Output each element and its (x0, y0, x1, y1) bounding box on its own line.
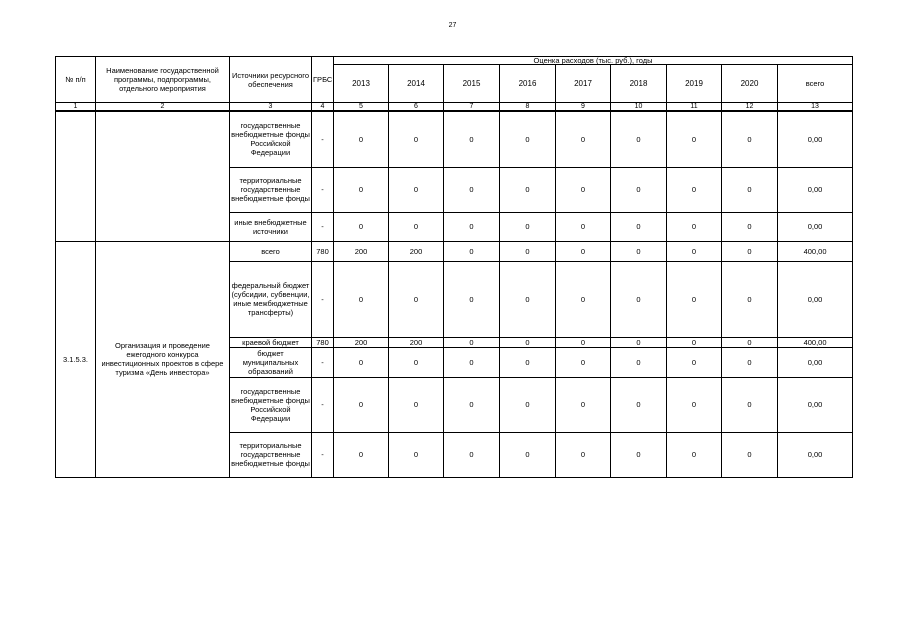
name-cell-empty (96, 111, 230, 241)
total-cell: 0,00 (778, 347, 853, 377)
source-cell: бюджет муниципальных образований (230, 347, 312, 377)
total-cell: 0,00 (778, 212, 853, 241)
header-num: № п/п (56, 57, 96, 103)
value-cell: 0 (556, 432, 611, 477)
grbs-cell: 780 (312, 337, 334, 347)
value-cell: 0 (556, 111, 611, 167)
value-cell: 0 (389, 212, 444, 241)
value-cell: 0 (444, 212, 500, 241)
value-cell: 0 (667, 377, 722, 432)
total-cell: 0,00 (778, 432, 853, 477)
value-cell: 0 (556, 241, 611, 261)
value-cell: 0 (667, 337, 722, 347)
source-cell: всего (230, 241, 312, 261)
value-cell: 0 (611, 432, 667, 477)
value-cell: 0 (500, 212, 556, 241)
value-cell: 0 (611, 167, 667, 212)
value-cell: 0 (444, 241, 500, 261)
value-cell: 0 (667, 111, 722, 167)
source-cell: иные внебюджетные источники (230, 212, 312, 241)
value-cell: 0 (389, 347, 444, 377)
column-number: 5 (334, 103, 389, 112)
value-cell: 0 (389, 261, 444, 337)
value-cell: 0 (722, 347, 778, 377)
value-cell: 0 (444, 111, 500, 167)
column-number: 10 (611, 103, 667, 112)
value-cell: 200 (389, 337, 444, 347)
value-cell: 0 (389, 111, 444, 167)
value-cell: 0 (334, 377, 389, 432)
value-cell: 0 (334, 167, 389, 212)
grbs-cell: - (312, 111, 334, 167)
grbs-cell: - (312, 377, 334, 432)
value-cell: 0 (667, 347, 722, 377)
column-number: 13 (778, 103, 853, 112)
value-cell: 0 (611, 261, 667, 337)
value-cell: 0 (444, 167, 500, 212)
expenses-table (55, 56, 853, 478)
value-cell: 0 (722, 167, 778, 212)
grbs-cell: - (312, 261, 334, 337)
header-grbs: ГРБС (312, 57, 334, 103)
value-cell: 0 (556, 212, 611, 241)
total-cell: 0,00 (778, 167, 853, 212)
column-number: 2 (96, 103, 230, 112)
value-cell: 0 (500, 377, 556, 432)
value-cell: 0 (722, 337, 778, 347)
header-source: Источники ресурсного обеспечения (230, 57, 312, 103)
value-cell: 0 (444, 377, 500, 432)
value-cell: 0 (334, 212, 389, 241)
value-cell: 0 (667, 432, 722, 477)
value-cell: 0 (500, 111, 556, 167)
value-cell: 0 (667, 212, 722, 241)
column-number: 4 (312, 103, 334, 112)
value-cell: 0 (611, 377, 667, 432)
value-cell: 0 (611, 212, 667, 241)
value-cell: 0 (556, 337, 611, 347)
value-cell: 0 (556, 261, 611, 337)
header-year: 2015 (444, 65, 500, 103)
value-cell: 0 (667, 241, 722, 261)
value-cell: 0 (500, 261, 556, 337)
value-cell: 0 (500, 241, 556, 261)
value-cell: 0 (334, 432, 389, 477)
value-cell: 0 (444, 261, 500, 337)
value-cell: 0 (722, 241, 778, 261)
header-name: Наименование государственной программы, подпрограммы, отдельного мероприятия (96, 57, 230, 103)
header-expenses-title: Оценка расходов (тыс. руб.), годы (334, 57, 853, 65)
value-cell: 200 (389, 241, 444, 261)
value-cell: 0 (611, 337, 667, 347)
value-cell: 0 (722, 432, 778, 477)
value-cell: 0 (722, 261, 778, 337)
value-cell: 0 (389, 167, 444, 212)
value-cell: 0 (500, 432, 556, 477)
total-cell: 400,00 (778, 337, 853, 347)
num-cell-empty (56, 111, 96, 241)
table-row (56, 241, 853, 261)
value-cell: 0 (334, 261, 389, 337)
value-cell: 0 (444, 337, 500, 347)
source-cell: территориальные государственные внебюджетные фонды (230, 167, 312, 212)
value-cell: 0 (389, 377, 444, 432)
value-cell: 0 (611, 111, 667, 167)
grbs-cell: - (312, 347, 334, 377)
value-cell: 0 (444, 347, 500, 377)
source-cell: территориальные государственные внебюджетные фонды (230, 432, 312, 477)
header-total: всего (778, 65, 853, 103)
header-year: 2014 (389, 65, 444, 103)
value-cell: 0 (500, 347, 556, 377)
column-number: 11 (667, 103, 722, 112)
column-number: 12 (722, 103, 778, 112)
column-number: 8 (500, 103, 556, 112)
header-year: 2020 (722, 65, 778, 103)
grbs-cell: 780 (312, 241, 334, 261)
total-cell: 0,00 (778, 111, 853, 167)
item-number: 3.1.5.3. (56, 241, 96, 477)
source-cell: краевой бюджет (230, 337, 312, 347)
value-cell: 0 (500, 337, 556, 347)
header-row-1 (56, 57, 853, 65)
value-cell: 0 (334, 347, 389, 377)
source-cell: государственные внебюджетные фонды Российской Федерации (230, 377, 312, 432)
value-cell: 0 (611, 347, 667, 377)
value-cell: 0 (500, 167, 556, 212)
item-name: Организация и проведение ежегодного конкурса инвестиционных проектов в сфере туризма «День инвестора» (96, 241, 230, 477)
header-year: 2019 (667, 65, 722, 103)
column-number: 3 (230, 103, 312, 112)
value-cell: 0 (444, 432, 500, 477)
header-year: 2018 (611, 65, 667, 103)
column-number-row (56, 103, 853, 112)
column-number: 6 (389, 103, 444, 112)
total-cell: 0,00 (778, 377, 853, 432)
grbs-cell: - (312, 212, 334, 241)
table-row (56, 111, 853, 167)
page-number: 27 (448, 22, 457, 29)
value-cell: 0 (556, 377, 611, 432)
source-cell: государственные внебюджетные фонды Российской Федерации (230, 111, 312, 167)
value-cell: 200 (334, 337, 389, 347)
value-cell: 0 (722, 212, 778, 241)
value-cell: 0 (722, 377, 778, 432)
total-cell: 400,00 (778, 241, 853, 261)
header-year: 2016 (500, 65, 556, 103)
value-cell: 0 (334, 111, 389, 167)
source-cell: федеральный бюджет (субсидии, субвенции, иные межбюджетные трансферты) (230, 261, 312, 337)
total-cell: 0,00 (778, 261, 853, 337)
value-cell: 0 (556, 167, 611, 212)
value-cell: 200 (334, 241, 389, 261)
value-cell: 0 (667, 167, 722, 212)
grbs-cell: - (312, 432, 334, 477)
value-cell: 0 (389, 432, 444, 477)
column-number: 7 (444, 103, 500, 112)
grbs-cell: - (312, 167, 334, 212)
value-cell: 0 (667, 261, 722, 337)
column-number: 9 (556, 103, 611, 112)
value-cell: 0 (722, 111, 778, 167)
header-year: 2017 (556, 65, 611, 103)
header-year: 2013 (334, 65, 389, 103)
value-cell: 0 (611, 241, 667, 261)
column-number: 1 (56, 103, 96, 112)
value-cell: 0 (556, 347, 611, 377)
